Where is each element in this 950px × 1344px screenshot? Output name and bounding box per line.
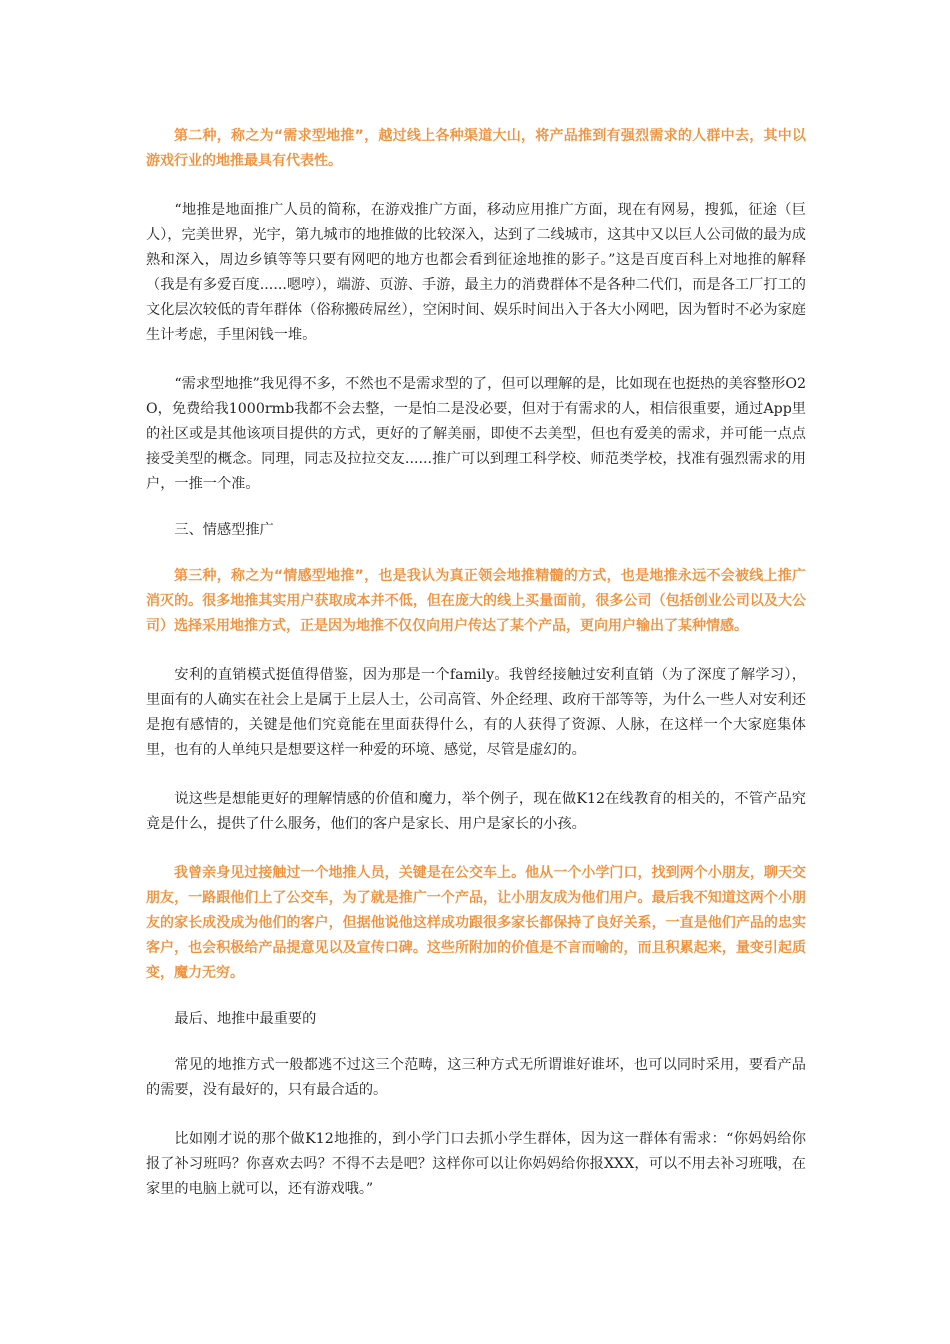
paragraph-demand-type-detail: “需求型地推”我见得不多，不然也不是需求型的了，但可以理解的是，比如现在也挺热的美容整形O2O，免费给我1000rmb我都不会去整，一是怕二是没必要，但对于有需求的人，相信很重要，通过App里的社区或是其他该项目提供的方式，更好的了解美丽，即使不去美型，但也有爱美的需求，并可能一点点接受美型的概念。同理，同志及拉拉交友......推广可以到理工科学校、师范类学校，找准有强烈需求的用户，一推一个准。: [146, 376, 806, 492]
paragraph-common-methods: 常见的地推方式一般都逃不过这三个范畴，这三种方式无所谓谁好谁坏，也可以同时采用，要看产品的需要，没有最好的，只有最合适的。: [146, 1057, 806, 1098]
paragraph-ground-push-definition: “地推是地面推广人员的简称，在游戏推广方面，移动应用推广方面，现在有网易，搜狐，征途（巨人），完美世界，光宇，第九城市的地推做的比较深入，达到了二线城市，这其中又以巨人公司做的最为成熟和深入，周边乡镇等等只要有网吧的地方也都会看到征途地推的影子。”这是百度百科上对地推的解释（我是有多爱百度......嗯哼），端游、页游、手游，最主力的消费群体不是各种二代们，而是各工厂打工的文化层次较低的青年群体（俗称搬砖屌丝），空闲时间、娱乐时间出入于各大小网吧，因为暂时不必为家庭生计考虑，手里闲钱一堆。: [146, 202, 806, 343]
paragraph-demand-type-intro: 第二种，称之为“需求型地推”，越过线上各种渠道大山，将产品推到有强烈需求的人群中去，其中以游戏行业的地推最具有代表性。: [146, 128, 806, 169]
document-body: [146, 124, 806, 1202]
paragraph-k12-context: 说这些是想能更好的理解情感的价值和魔力，举个例子，现在做K12在线教育的相关的，不管产品究竟是什么，提供了什么服务，他们的客户是家长、用户是家长的小孩。: [146, 791, 806, 832]
section-heading-emotional: 三、情感型推广: [174, 522, 274, 538]
paragraph-k12-pitch: 比如刚才说的那个做K12地推的，到小学门口去抓小学生群体，因为这一群体有需求：“你妈妈给你报了补习班吗？你喜欢去吗？不得不去是吧？这样你可以让你妈妈给你报XXX，可以不用去补习班哦，在家里的电脑上就可以，还有游戏哦。”: [146, 1131, 806, 1197]
paragraph-emotional-type-intro: 第三种，称之为“情感型地推”，也是我认为真正领会地推精髓的方式，也是地推永远不会被线上推广消灭的。很多地推其实用户获取成本并不低，但在庞大的线上买量面前，很多公司（包括创业公司以及大公司）选择采用地推方式，正是因为地推不仅仅向用户传达了某个产品，更向用户输出了某种情感。: [146, 568, 806, 634]
paragraph-bus-story: 我曾亲身见过接触过一个地推人员，关键是在公交车上。他从一个小学门口，找到两个小朋友，聊天交朋友，一路跟他们上了公交车，为了就是推广一个产品，让小朋友成为他们用户。最后我不知道这两个小朋友的家长成没成为他们的客户，但据他说他这样成功跟很多家长都保持了良好关系，一直是他们产品的忠实客户，也会积极给产品提意见以及宣传口碑。这些所附加的价值是不言而喻的，而且积累起来，量变引起质变，魔力无穷。: [146, 865, 806, 981]
paragraph-amway-example: 安利的直销模式挺值得借鉴，因为那是一个family。我曾经接触过安利直销（为了深度了解学习），里面有的人确实在社会上是属于上层人士，公司高管、外企经理、政府干部等等，为什么一些人对安利还是抱有感情的，关键是他们究竟能在里面获得什么，有的人获得了资源、人脉，在这样一个大家庭集体里，也有的人单纯只是想要这样一种爱的环境、感觉，尽管是虚幻的。: [146, 667, 806, 758]
section-heading-most-important: 最后、地推中最重要的: [174, 1011, 317, 1027]
